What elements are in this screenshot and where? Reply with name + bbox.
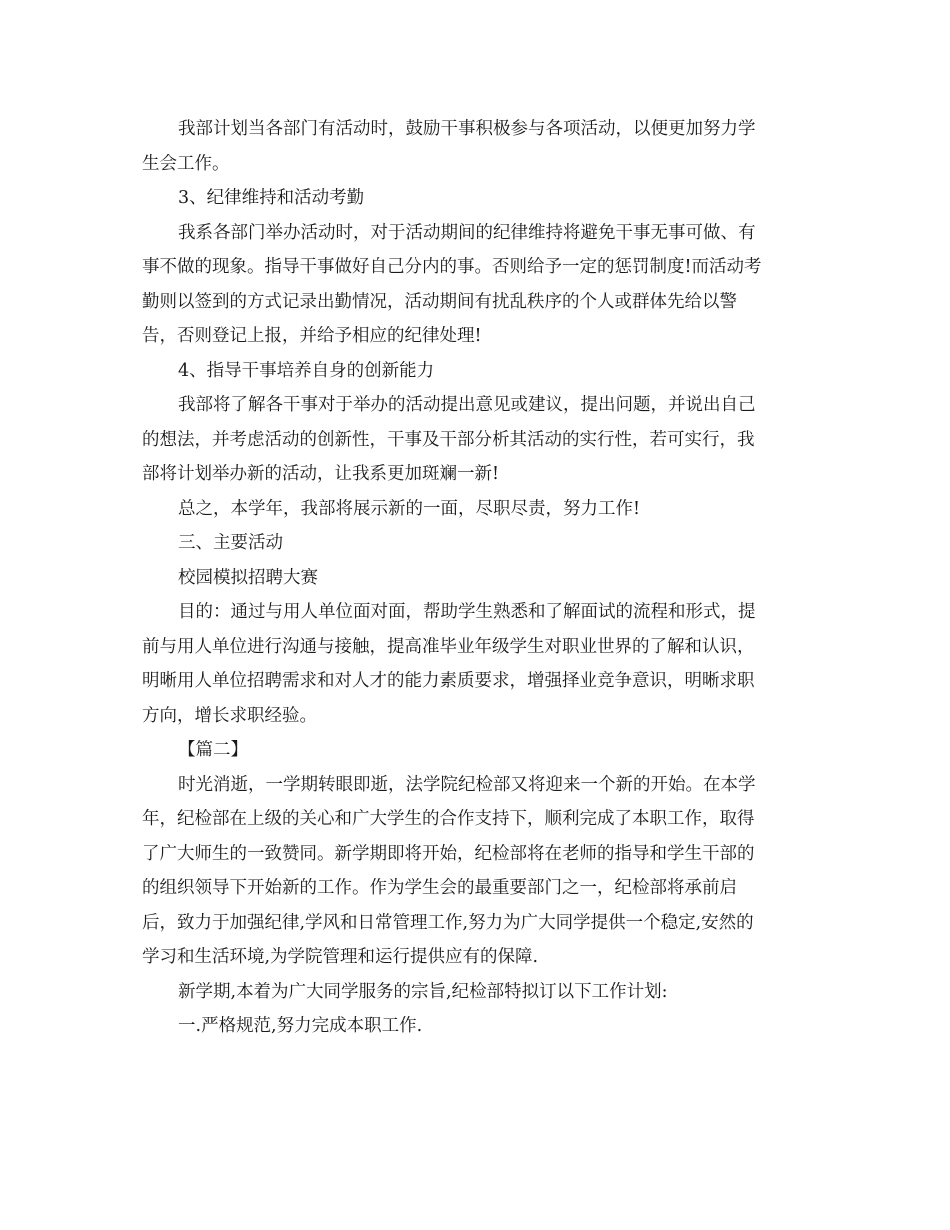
text-line: 生会工作。 [142, 153, 230, 174]
text-line: 我部将了解各干事对于举办的活动提出意见或建议，提出问题，并说出自己 [178, 395, 756, 415]
text-line: 我部计划当各部门有活动时，鼓励干事积极参与各项活动，以便更加努力学 [178, 119, 756, 139]
text-line: 4、指导干事培养自身的创新能力 [178, 360, 435, 381]
document-body [142, 112, 792, 1044]
text-line: 目的：通过与用人单位面对面，帮助学生熟悉和了解面试的流程和形式，提 [178, 602, 756, 622]
text-line: 一.严格规范,努力完成本职工作. [178, 1016, 423, 1036]
text-line: 了广大师生的一致赞同。新学期即将开始，纪检部将在老师的指导和学生干部的 [142, 843, 755, 864]
text-line: 时光消逝，一学期转眼即逝，法学院纪检部又将迎来一个新的开始。在本学 [178, 774, 756, 795]
text-line: 我系各部门举办活动时，对于活动期间的纪律维持将避免干事无事可做、有 [178, 222, 756, 243]
text-line: 部将计划举办新的活动，让我系更加斑斓一新! [142, 464, 500, 484]
text-line: 方向，增长求职经验。 [142, 705, 317, 726]
text-line: 明晰用人单位招聘需求和对人才的能力素质要求，增强择业竞争意识，明晰求职 [142, 671, 755, 691]
text-line: 的想法，并考虑活动的创新性，干事及干部分析其活动的实行性，若可实行，我 [142, 429, 755, 450]
text-line: 告，否则登记上报，并给予相应的纪律处理! [142, 326, 482, 346]
text-line: 年，纪检部在上级的关心和广大学生的合作支持下，顺利完成了本职工作，取得 [142, 809, 755, 829]
text-line: 【篇二】 [178, 740, 248, 760]
text-line: 学习和生活环境,为学院管理和运行提供应有的保障. [142, 947, 539, 967]
text-line: 三、主要活动 [178, 533, 283, 553]
text-line: 总之，本学年，我部将展示新的一面，尽职尽责，努力工作! [178, 498, 641, 519]
text-line: 校园模拟招聘大赛 [178, 567, 318, 588]
text-line: 新学期,本着为广大同学服务的宗旨,纪检部特拟订以下工作计划: [178, 981, 668, 1002]
text-line: 后，致力于加强纪律,学风和日常管理工作,努力为广大同学提供一个稳定,安然的 [142, 912, 754, 933]
text-line: 事不做的现象。指导干事做好自己分内的事。否则给予一定的惩罚制度!而活动考 [142, 257, 762, 277]
text-line: 勤则以签到的方式记录出勤情况，活动期间有扰乱秩序的个人或群体先给以警 [142, 291, 737, 312]
text-line: 3、纪律维持和活动考勤 [178, 188, 365, 208]
text-line: 的组织领导下开始新的工作。作为学生会的最重要部门之一，纪检部将承前启 [142, 878, 737, 898]
text-line: 前与用人单位进行沟通与接触，提高准毕业年级学生对职业世界的了解和认识， [142, 636, 755, 657]
